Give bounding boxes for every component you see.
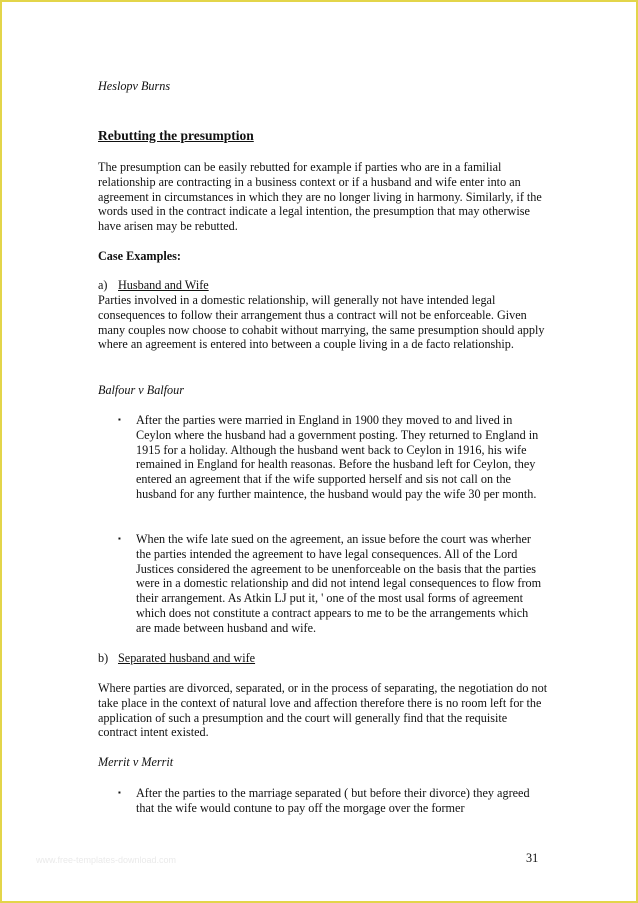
subheading-a bbox=[98, 278, 548, 293]
page-number: 31 bbox=[526, 851, 539, 865]
subheading-b-title: Separated husband and wife bbox=[118, 651, 256, 665]
bullet-icon: ▪ bbox=[118, 534, 121, 543]
bullet-3-text: After the parties to the marriage separated ( but before their divorce) they agreed that the wife would contune to pay off the morgage over the former bbox=[136, 786, 530, 815]
case-name-merrit: Merrit v Merrit bbox=[98, 755, 174, 769]
bullet-item-3 bbox=[118, 786, 548, 816]
bullet-item-1 bbox=[118, 413, 548, 502]
case-name-balfour: Balfour v Balfour bbox=[98, 383, 184, 397]
husband-wife-paragraph: Parties involved in a domestic relationship, will generally not have intended legal consequences to follow their arrangement thus a contract will not be enforceable. Given many couples now choose to cohabit without marrying, the same presumption should apply where an agreement is entered into between a couple living in a de facto relationship. bbox=[98, 293, 545, 352]
section-heading: Rebutting the presumption bbox=[98, 128, 254, 143]
case-name-heslop: Heslopv Burns bbox=[98, 79, 171, 93]
bullet-2-text: When the wife late sued on the agreement, an issue before the court was wherher the parties intended the agreement to have legal consequences. All of the Lord Justices considered the agreement to be unenforceable on the basis that the parties were in a domestic relationship and did not intend legal consequences to flow from their arrangement. As Atkin LJ put it, ' one of the most usal forms of agreement which does not constitute a contract appears to me to be the arrangements which are made between husband and wife. bbox=[136, 532, 542, 635]
subheading-a-letter: a) bbox=[98, 278, 108, 292]
bullet-1-text: After the parties were married in England in 1900 they moved to and lived in Ceylon where the husband had a government posting. They returned to England in 1915 for a holiday. Although the husband went back to Ceylon in 1916, his wife remained in England for health reasonas. Before the husband left for Ceylon, they entered an agreement that if the wife supported herself and sis not call on the husband for any further maintence, the husband would pay the wife 30 per month. bbox=[136, 413, 539, 501]
separated-paragraph: Where parties are divorced, separated, or in the process of separating, the negotiation do not take place in the context of natural love and affection therefore there is no room left for the application of such a presumption and the court will generally find that the requisite contract intent existed. bbox=[98, 681, 548, 740]
bullet-icon: ▪ bbox=[118, 788, 121, 797]
subheading-a-title: Husband and Wife bbox=[118, 278, 209, 292]
subheading-b-letter: b) bbox=[98, 651, 109, 665]
bullet-icon: ▪ bbox=[118, 415, 121, 424]
watermark-text: www.free-templates-download.com bbox=[36, 855, 177, 865]
bullet-item-2 bbox=[118, 532, 548, 636]
subheading-b bbox=[98, 651, 548, 666]
intro-paragraph: The presumption can be easily rebutted for example if parties who are in a familial relationship are contracting in a business context or if a husband and wife enter into an agreement in circumstances in which they are no longer living in harmony. Similarly, if the words used in the contract indicate a legal intention, the presumption that may otherwise have arisen may be rebutted. bbox=[98, 160, 542, 234]
case-examples-label: Case Examples: bbox=[98, 249, 181, 263]
